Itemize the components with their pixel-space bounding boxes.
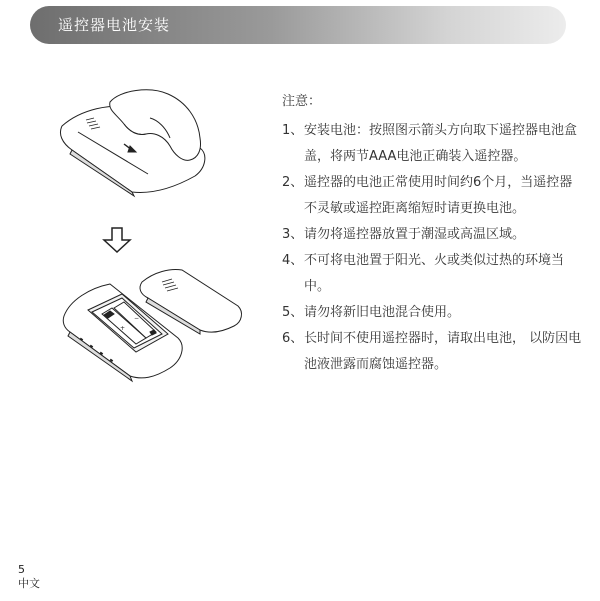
note-number: 4、	[282, 253, 304, 268]
note-number: 2、	[282, 175, 304, 190]
notes-section	[282, 92, 582, 378]
arrow-down-icon	[104, 228, 130, 252]
page-number: 5	[18, 563, 25, 576]
note-text: 安装电池：按照图示箭头方向取下遥控器电池盒盖，将两节AAA电池正确装入遥控器。	[304, 123, 578, 164]
page-footer	[18, 563, 40, 591]
note-text: 不可将电池置于阳光、火或类似过热的环境当中。	[304, 253, 565, 294]
note-item-5	[282, 300, 582, 326]
language-label: 中文	[18, 577, 40, 590]
note-text: 长时间不使用遥控器时，请取出电池， 以防因电池液泄露而腐蚀遥控器。	[304, 331, 582, 372]
battery-install-illustration	[50, 88, 250, 388]
note-text: 请勿将遥控器放置于潮湿或高温区域。	[304, 227, 526, 242]
note-number: 3、	[282, 227, 304, 242]
page-title: 遥控器电池安装	[58, 16, 171, 34]
note-item-3	[282, 222, 582, 248]
note-number: 1、	[282, 123, 304, 138]
note-text: 请勿将新旧电池混合使用。	[304, 305, 461, 320]
notes-title: 注意：	[282, 94, 322, 109]
note-item-1	[282, 118, 582, 170]
note-item-6	[282, 326, 582, 378]
notes-list	[282, 118, 582, 378]
svg-text:−: −	[134, 315, 140, 322]
svg-text:+: +	[120, 325, 126, 332]
note-item-4	[282, 248, 582, 300]
note-text: 遥控器的电池正常使用时间约6个月，当遥控器不灵敏或遥控距离缩短时请更换电池。	[304, 175, 573, 216]
note-number: 6、	[282, 331, 304, 346]
note-number: 5、	[282, 305, 304, 320]
note-item-2	[282, 170, 582, 222]
